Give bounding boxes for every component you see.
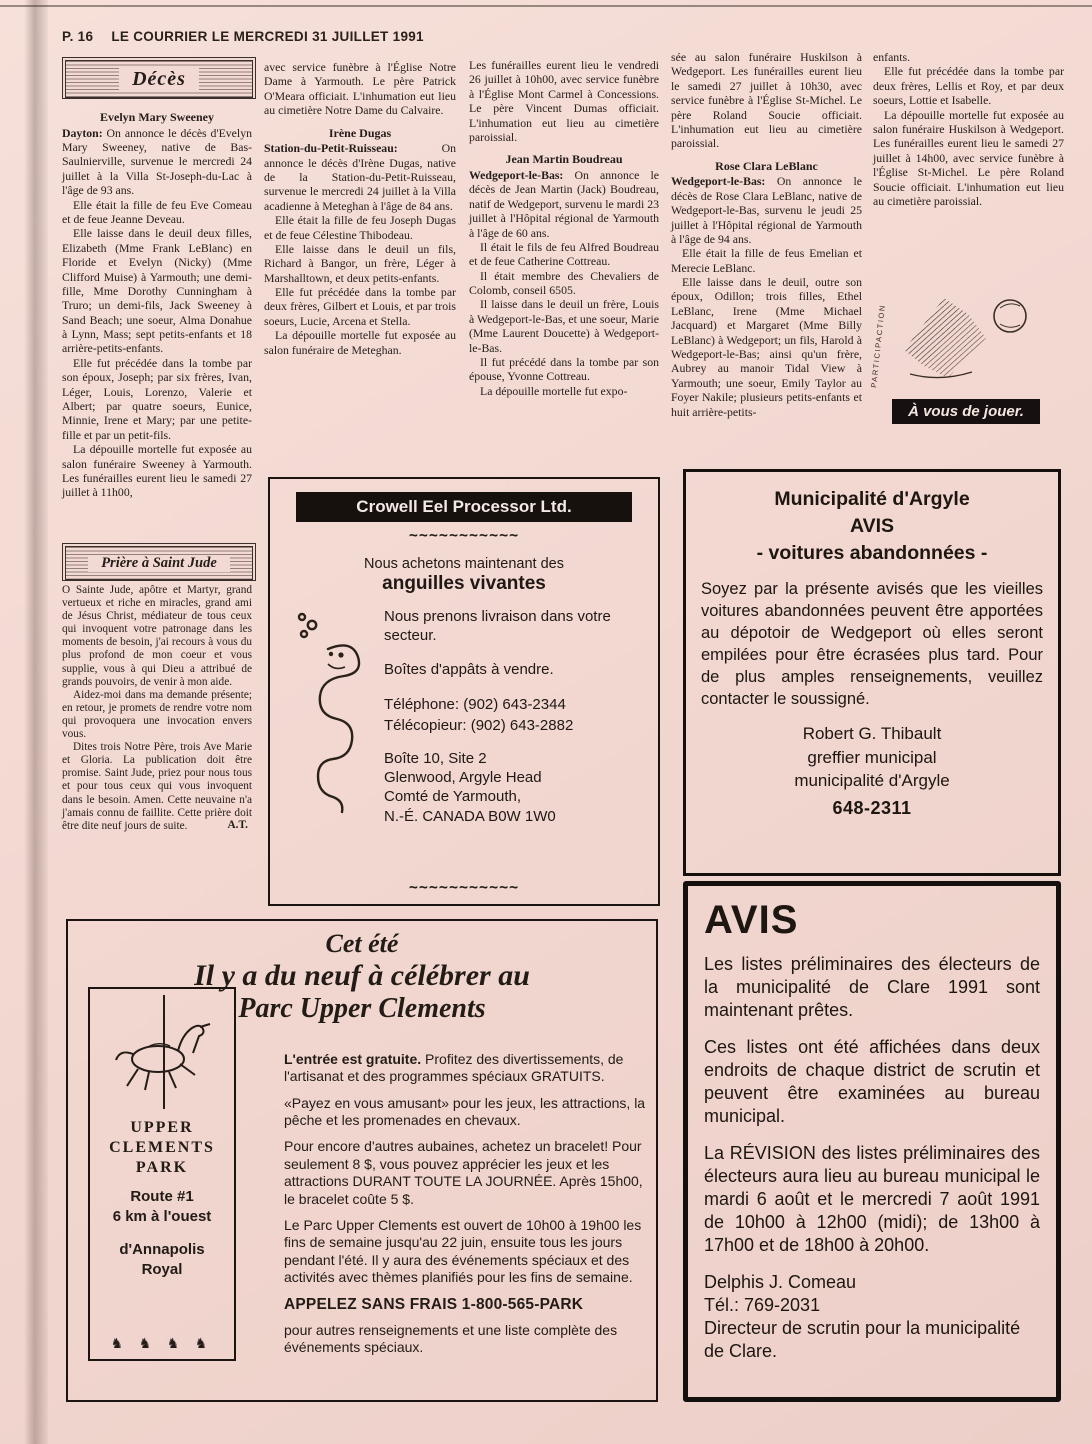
address-line: N.-É. CANADA B0W 1W0: [384, 807, 556, 825]
paragraph: O Sainte Jude, apôtre et Martyr, grand vertueux et riche en miracles, grand ami de Jésus Christ, médiateur de tous ceux qui invoquent votre patronage dans les moments de besoin, j'ai recours à vous du plus profond de mon coeur et vous supplie, vous à qui Dieu a attribué de grands pouvoirs, de venir à mon aide.: [62, 584, 252, 688]
squiggle-divider: ~~~~~~~~~~~: [408, 878, 520, 896]
argyle-body: Soyez par la présente avisés que les vieilles voitures abandonnées peuvent être apportées au dépotoir de Wedgeport où elles seront empilées pour être écrasées plus tard. Pour de plus amples renseignements, veuillez contacter le soussigné.: [701, 579, 1043, 709]
clare-paragraph-3: La RÉVISION des listes préliminaires des électeurs aura lieu au bureau municipal le mardi 6 août et le mercredi 7 août 1991 de 10h00 à 12h00 (midi); de 13h00 à 17h00 et de 18h00 à 20h00.: [704, 1142, 1040, 1256]
crowell-bait: Boîtes d'appâts à vendre.: [384, 661, 554, 679]
crowell-eel-ad: [268, 477, 660, 906]
paragraph: La dépouille mortelle fut expo-: [480, 383, 628, 398]
masthead-title: LE COURRIER LE MERCREDI 31 JUILLET 1991: [111, 29, 424, 44]
park-title-line1: Cet été: [325, 929, 399, 958]
paragraph: sée au salon funéraire Huskilson à Wedgeport. Les funérailles eurent lieu le samedi 27 juillet à 10h30, avec service funèbre à l'Église St-Michel. Le père Roland Soucie officiait. L'inhumation eut lieu au cimetière paroissial.: [671, 50, 862, 151]
paragraph: Elle laisse dans le deuil un fils, Richard à Bangor, un frère, Léger à Marshalltown, et deux petits-enfants.: [264, 241, 456, 285]
obituaries-section-title: Décès: [119, 68, 199, 91]
page-number: P. 16: [62, 29, 94, 44]
address-line: Glenwood, Argyle Head: [384, 769, 542, 787]
scan-top-edge: [0, 5, 1092, 7]
paragraph: La dépouille mortelle fut exposée au salon funéraire Sweeney à Yarmouth. Les funérailles eurent lieu le samedi 27 juillet à 11h00,: [62, 442, 252, 500]
participaction-graphic: [890, 284, 1036, 390]
carousel-horse-illustration: [102, 993, 222, 1111]
clare-paragraph-2: Ces listes ont été affichées dans deux endroits de chaque district de scrutin et peuvent être examinées au bureau municipal.: [704, 1036, 1040, 1127]
park-badge-place: [90, 1240, 234, 1279]
paragraph: Les funérailles eurent lieu le vendredi 26 juillet à 10h00, avec service funèbre à l'Église Mont Carmel à Concessions. Le père Vincent Dumas officiait. L'inhumation eut lieu au cimetière paroissial.: [469, 58, 659, 144]
page-header: [62, 29, 438, 44]
park-title-line3: Parc Upper Clements: [238, 993, 486, 1025]
carousel-horses-row: ♞ ♞ ♞ ♞: [110, 1337, 214, 1352]
paragraph: Le Parc Upper Clements est ouvert de 10h00 à 19h00 les fins de semaine jusqu'au 22 juin, ensuite tous les jours pendant l'été. Il y aura des événements spéciaux et des activités avec thèmes planifiés pour les fins de semaine.: [284, 1216, 642, 1285]
paragraph: Dites trois Notre Père, trois Ave Marie et Gloria. La publication doit être promise. Saint Jude, priez pour nous tous et pour tous ceux qui vous invoquent dans le besoin. Amen. Cette neuvaine n'a j'amais connu de faillite. Cette prière doit être dite neuf jours de suite.: [62, 741, 252, 832]
address-line: Boîte 10, Site 2: [384, 749, 487, 767]
paragraph: Il était membre des Chevaliers de Colomb, conseil 6505.: [469, 268, 659, 298]
clare-signature-name: Delphis J. Comeau: [704, 1271, 857, 1292]
clare-avis-ad: [683, 881, 1061, 1402]
crowell-title-bar: Crowell Eel Processor Ltd.: [296, 492, 632, 522]
paragraph: Station-du-Petit-Ruisseau: On annonce le décès d'Irène Dugas, native de la Station-du-Petit-Ruisseau, survenue le mercredi 24 juillet à la Villa acadienne à Meteghan à l'âge de 84 ans.: [264, 141, 456, 213]
obituaries-section-header: [62, 57, 256, 99]
paragraph: enfants.: [873, 50, 911, 64]
crowell-delivery: Nous prenons livraison dans votre secteur.: [384, 608, 611, 645]
crowell-product: anguilles vivantes: [382, 573, 546, 594]
prayer-title: Prière à Saint Jude: [88, 555, 230, 572]
clare-paragraph-1: Les listes préliminaires des électeurs de la municipalité de Clare 1991 sont maintenant prêtes.: [704, 954, 1040, 1021]
participaction-tagline: À vous de jouer.: [892, 399, 1040, 424]
paragraph: Wedgeport-le-Bas: On annonce le décès de Jean Martin (Jack) Boudreau, natif de Wedgeport, survenu le mardi 23 juillet à l'Hôpital régional de Yarmouth à l'âge de 60 ans.: [469, 167, 659, 240]
crowell-intro: Nous achetons maintenant des: [364, 556, 564, 572]
park-ad-body: [284, 1051, 648, 1365]
crowell-info: [384, 601, 644, 848]
argyle-title-line1: Municipalité d'Argyle: [774, 488, 970, 510]
paragraph: Wedgeport-le-Bas: On annonce le décès de Rose Clara LeBlanc, native de Wedgeport-le-Bas, survenu le jeudi 25 juillet à l'Hôpital régional de Yarmouth à l'âge de 94 ans.: [671, 174, 862, 246]
signature-title: greffier municipal: [807, 747, 937, 767]
park-badge: [88, 987, 236, 1361]
park-title-line2: Il y a du neuf à célébrer au: [194, 958, 530, 992]
park-badge-name: [90, 1118, 234, 1178]
paragraph: avec service funèbre à l'Église Notre Dame à Yarmouth. Le père Patrick O'Meara officiait. L'inhumation eut lieu au cimetière Notre Dame du Calvaire.: [264, 60, 456, 118]
paragraph: Elle fut précédée dans la tombe par deux frères, Lellis et Roy, et par deux soeurs, Lottie et Isabelle.: [873, 64, 1064, 108]
crowell-address: [384, 749, 644, 826]
route-line: 6 km à l'ouest: [112, 1207, 212, 1225]
paragraph: Elle était la fille de feus Emelian et Merecie LeBlanc.: [671, 246, 862, 275]
paragraph: Elle fut précédée dans la tombe par son époux, Joseph; par six frères, Ivan, Léger, Louis, Lorenzo, Valerie et Albert; par quatre soeurs, Eunice, Minnie, Irene et Mary; par une petite-fille et par un petit-fils.: [62, 355, 252, 442]
ornate-frame: [65, 60, 253, 98]
paragraph: Elle laisse dans le deuil, outre son époux, Odillon; trois filles, Ethel LeBlanc, Irene (Mme Michael Jacquard) et Margaret (Mme Billy LeBlanc) à Wedgeport; un fils, Harold à Wedgeport-le-Bas; ainsi qu'un frère, Aubrey au manoir Tidal View à Yarmouth; une soeur, Emily Taylor au Foyer Nakile; plusieurs petits-enfants et huit arrière-petits-: [671, 275, 862, 419]
prayer-section-header: [62, 543, 256, 581]
squiggle-divider: ~~~~~~~~~~~: [408, 526, 520, 544]
ornate-frame: [65, 546, 253, 580]
argyle-phone: 648-2311: [832, 797, 912, 818]
page-fold-shadow: [24, 0, 48, 1444]
paragraph: APPELEZ SANS FRAIS 1-800-565-PARK: [284, 1296, 584, 1314]
obituary-name: Irène Dugas: [328, 125, 392, 140]
paragraph: Aidez-moi dans ma demande présente; en retour, je promets de rendre votre nom qui provoquera une invocation envers vous.: [62, 688, 252, 741]
obituary-column-5: [873, 50, 1064, 208]
participaction-brand: PARTICIPACTION: [869, 303, 887, 389]
paragraph: pour autres renseignements et une liste complète des événements spéciaux.: [284, 1321, 618, 1355]
badge-name-line: PARK: [135, 1159, 189, 1176]
prayer-text: [62, 584, 252, 832]
route-line: Route #1: [130, 1188, 194, 1205]
upper-clements-park-ad: [66, 919, 658, 1402]
paragraph: Dayton: On annonce le décès d'Evelyn Mary Sweeney, native de Bas-Saulnierville, survenue le mercredi 24 juillet à la Villa St-Joseph-du-Lac à l'âge de 93 ans.: [62, 125, 252, 198]
obituary-column-2: [264, 60, 456, 357]
paragraph: Il laisse dans le deuil un frère, Louis à Wedgeport-le-Bas, et une soeur, Marie (Mme Laurent Doucette) à Wedgeport-le-Bas.: [469, 297, 659, 355]
crowell-fax: Télécopieur: (902) 643-2882: [384, 716, 574, 734]
argyle-signature: [701, 722, 1043, 792]
badge-name-line: UPPER: [130, 1119, 194, 1136]
clare-signature-title: Directeur de scrutin pour la municipalité de Clare.: [704, 1318, 1021, 1362]
paragraph: Elle fut précédée dans la tombe par deux frères, Gilbert et Louis, et par trois soeurs, Lucie, Arcena et Stella.: [264, 285, 456, 328]
paragraph: Il fut précédé dans la tombe par son épouse, Yvonne Cottreau.: [469, 355, 659, 384]
argyle-avis-ad: [683, 469, 1061, 876]
paragraph: La dépouille mortelle fut exposée au salon funéraire Huskilson à Wedgeport. Les funérailles eurent lieu le samedi 27 juillet à 14h00, avec service funèbre à l'Église St-Michel. Le père Roland Soucie officiait. L'inhumation eut lieu au cimetière paroissial.: [873, 107, 1064, 208]
obituary-name: Jean Martin Boudreau: [505, 152, 623, 167]
signature-org: municipalité d'Argyle: [794, 771, 950, 791]
obituary-name: Rose Clara LeBlanc: [715, 158, 818, 173]
participaction-ad: [869, 284, 1044, 426]
paragraph: Elle était la fille de feu Joseph Dugas et de feue Célestine Thibodeau.: [264, 213, 456, 242]
paragraph: A.T.: [227, 818, 248, 831]
place-line: d'Annapolis: [119, 1241, 205, 1258]
obituary-name: Evelyn Mary Sweeney: [100, 110, 214, 124]
obituary-column-3: [469, 58, 659, 398]
obituary-column-4: [671, 50, 862, 419]
obituary-column-1: [62, 102, 252, 500]
crowell-phone: Téléphone: (902) 643-2344: [384, 695, 566, 713]
signature-name: Robert G. Thibault: [802, 724, 942, 744]
argyle-title-line3: - voitures abandonnées -: [756, 541, 988, 564]
clare-signature-phone: Tél.: 769-2031: [704, 1294, 821, 1315]
argyle-title-line2: AVIS: [849, 514, 895, 537]
place-line: Royal: [141, 1260, 183, 1278]
paragraph: «Payez en vous amusant» pour les jeux, les attractions, la pêche et les promenades en chevaux.: [284, 1094, 646, 1129]
paragraph: Elle laisse dans le deuil deux filles, Elizabeth (Mme Frank LeBlanc) en Floride et Evelyn (Nicky) (Mme Clifford Muise) à Yarmouth; une demi-fille, Mme Dorothy Cunningham à Truro; un demi-fils, Jack Sweeney à Sand Beach; une soeur, Alma Donahue à Lynn, Mass; sept petits-enfants et 18 arrière-petits-enfants.: [62, 226, 252, 356]
paragraph: Pour encore d'autres aubaines, achetez un bracelet! Pour seulement 8 $, vous pouvez apprécier les jeux et les attractions DURANT TOUTE LA JOURNÉE. Après 15h00, le bracelet coûte 5 $.: [284, 1138, 643, 1207]
paragraph: La dépouille mortelle fut exposée au salon funéraire de Meteghan.: [264, 328, 456, 357]
clare-title: AVIS: [704, 898, 799, 942]
paragraph: L'entrée est gratuite. Profitez des divertissements, de l'artisanat et des programmes spéciaux GRATUITS.: [284, 1051, 624, 1085]
paragraph: Elle était la fille de feu Eve Comeau et de feue Jeanne Deveau.: [62, 197, 252, 226]
park-badge-route: [90, 1187, 234, 1226]
address-line: Comté de Yarmouth,: [384, 788, 522, 806]
eel-illustration: [284, 601, 384, 848]
badge-name-line: CLEMENTS: [109, 1139, 215, 1156]
paragraph: Il était le fils de feu Alfred Boudreau et de feue Catherine Cottreau.: [469, 239, 659, 269]
